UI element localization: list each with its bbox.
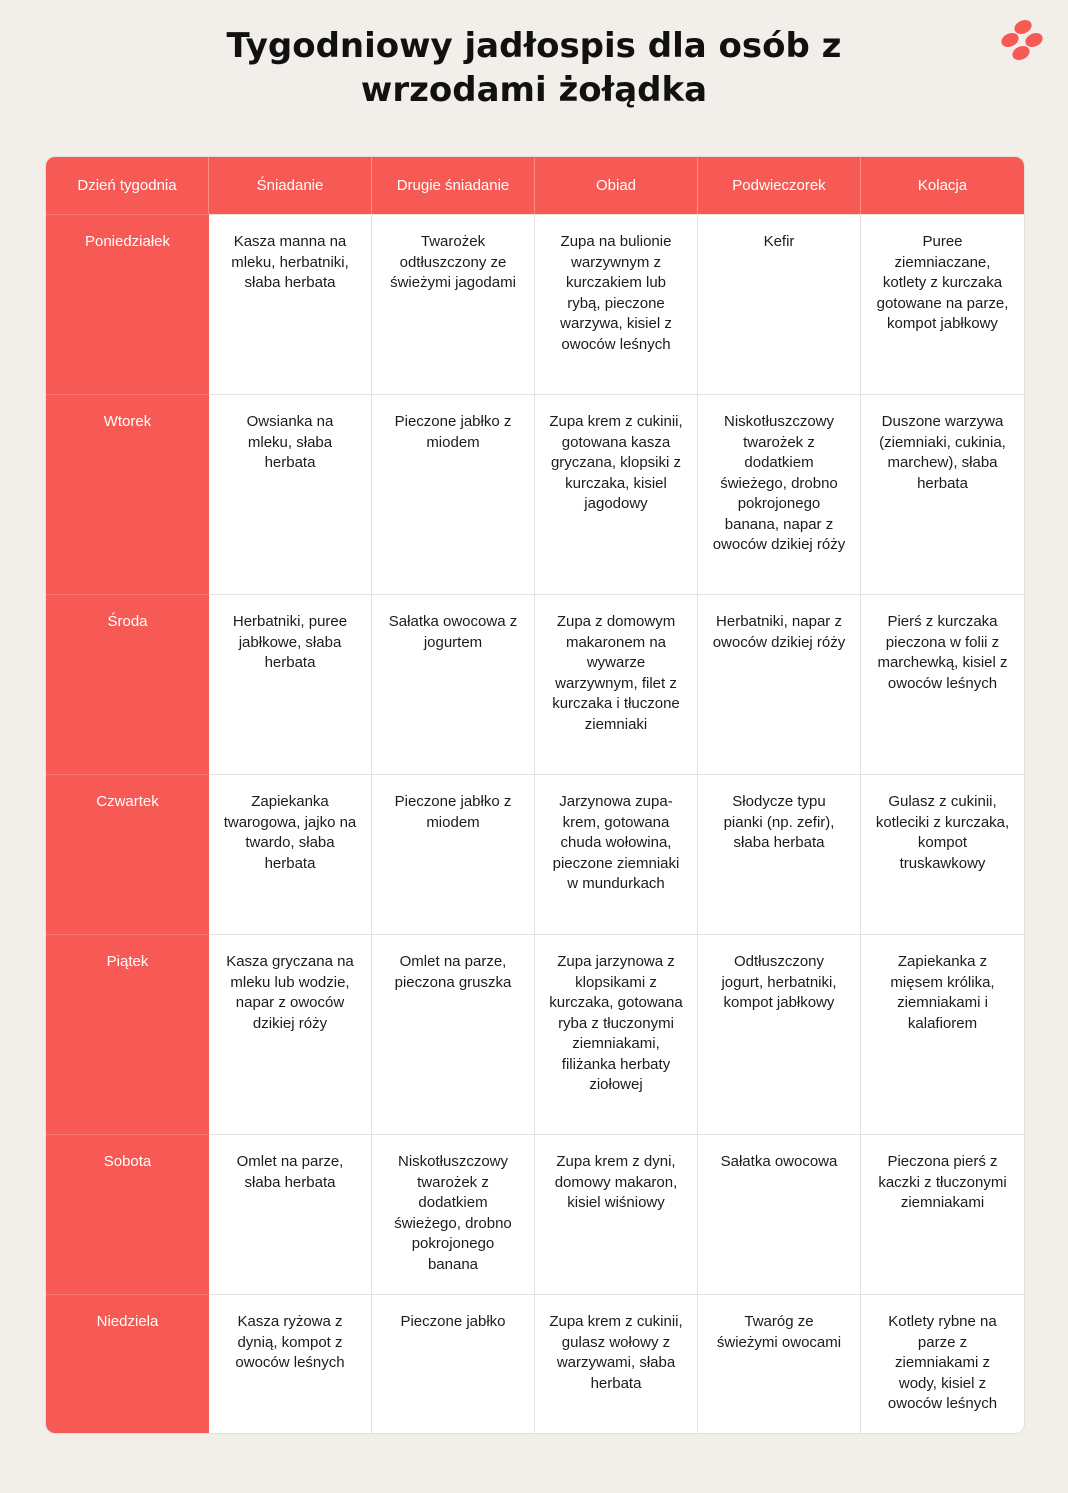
snack-cell: Słodycze typu pianki (np. zefir), słaba herbata [698,774,861,934]
snack-cell: Odtłuszczony jogurt, herbatniki, kompot jabłkowy [698,934,861,1134]
page-title: Tygodniowy jadłospis dla osób z wrzodami żołądka [226,26,842,110]
header-snack: Podwieczorek [698,157,861,214]
breakfast-cell: Owsianka na mleku, słaba herbata [209,394,372,594]
snack-cell: Twaróg ze świeżymi owocami [698,1294,861,1433]
table-row [46,934,1024,1134]
table-header-row [46,157,1024,214]
dinner-cell: Zapiekanka z mięsem królika, ziemniakami i kalafiorem [861,934,1024,1134]
breakfast-cell: Kasza manna na mleku, herbatniki, słaba herbata [209,214,372,394]
table-row [46,774,1024,934]
second-breakfast-cell: Pieczone jabłko z miodem [372,394,535,594]
second-breakfast-cell: Pieczone jabłko z miodem [372,774,535,934]
day-cell: Piątek [46,934,209,1134]
lunch-cell: Zupa z domowym makaronem na wywarze warzywnym, filet z kurczaka i tłuczone ziemniaki [535,594,698,774]
header-breakfast: Śniadanie [209,157,372,214]
header-lunch: Obiad [535,157,698,214]
day-cell: Wtorek [46,394,209,594]
second-breakfast-cell: Sałatka owocowa z jogurtem [372,594,535,774]
snack-cell: Herbatniki, napar z owoców dzikiej róży [698,594,861,774]
day-cell: Poniedziałek [46,214,209,394]
dinner-cell: Pierś z kurczaka pieczona w folii z marchewką, kisiel z owoców leśnych [861,594,1024,774]
header-day: Dzień tygodnia [46,157,209,214]
breakfast-cell: Kasza gryczana na mleku lub wodzie, napar z owoców dzikiej róży [209,934,372,1134]
day-cell: Niedziela [46,1294,209,1433]
second-breakfast-cell: Omlet na parze, pieczona gruszka [372,934,535,1134]
dinner-cell: Pieczona pierś z kaczki z tłuczonymi ziemniakami [861,1134,1024,1294]
lunch-cell: Zupa jarzynowa z klopsikami z kurczaka, gotowana ryba z tłuczonymi ziemniakami, filiżanka herbaty ziołowej [535,934,698,1134]
day-cell: Czwartek [46,774,209,934]
breakfast-cell: Zapiekanka twarogowa, jajko na twardo, słaba herbata [209,774,372,934]
lunch-cell: Zupa krem z dyni, domowy makaron, kisiel wiśniowy [535,1134,698,1294]
day-cell: Środa [46,594,209,774]
lunch-cell: Zupa krem z cukinii, gotowana kasza gryczana, klopsiki z kurczaka, kisiel jagodowy [535,394,698,594]
breakfast-cell: Kasza ryżowa z dynią, kompot z owoców leśnych [209,1294,372,1433]
dinner-cell: Kotlety rybne na parze z ziemniakami z wody, kisiel z owoców leśnych [861,1294,1024,1433]
snack-cell: Sałatka owocowa [698,1134,861,1294]
lunch-cell: Jarzynowa zupa-krem, gotowana chuda wołowina, pieczone ziemniaki w mundurkach [535,774,698,934]
day-cell: Sobota [46,1134,209,1294]
second-breakfast-cell: Niskotłuszczowy twarożek z dodatkiem świeżego, drobno pokrojonego banana [372,1134,535,1294]
dinner-cell: Gulasz z cukinii, kotleciki z kurczaka, kompot truskawkowy [861,774,1024,934]
second-breakfast-cell: Pieczone jabłko [372,1294,535,1433]
four-dots-cross-logo-icon [994,14,1050,64]
breakfast-cell: Herbatniki, puree jabłkowe, słaba herbata [209,594,372,774]
dinner-cell: Duszone warzywa (ziemniaki, cukinia, marchew), słaba herbata [861,394,1024,594]
lunch-cell: Zupa krem z cukinii, gulasz wołowy z warzywami, słaba herbata [535,1294,698,1433]
header-dinner: Kolacja [861,157,1024,214]
table-row [46,394,1024,594]
table-row [46,1294,1024,1433]
table-row [46,1134,1024,1294]
header-second-breakfast: Drugie śniadanie [372,157,535,214]
dinner-cell: Puree ziemniaczane, kotlety z kurczaka gotowane na parze, kompot jabłkowy [861,214,1024,394]
snack-cell: Niskotłuszczowy twarożek z dodatkiem świeżego, drobno pokrojonego banana, napar z owoców dzikiej róży [698,394,861,594]
table-row [46,594,1024,774]
breakfast-cell: Omlet na parze, słaba herbata [209,1134,372,1294]
lunch-cell: Zupa na bulionie warzywnym z kurczakiem lub rybą, pieczone warzywa, kisiel z owoców leśnych [535,214,698,394]
table-row [46,214,1024,394]
weekly-menu-table [45,156,1025,1434]
second-breakfast-cell: Twarożek odtłuszczony ze świeżymi jagodami [372,214,535,394]
snack-cell: Kefir [698,214,861,394]
